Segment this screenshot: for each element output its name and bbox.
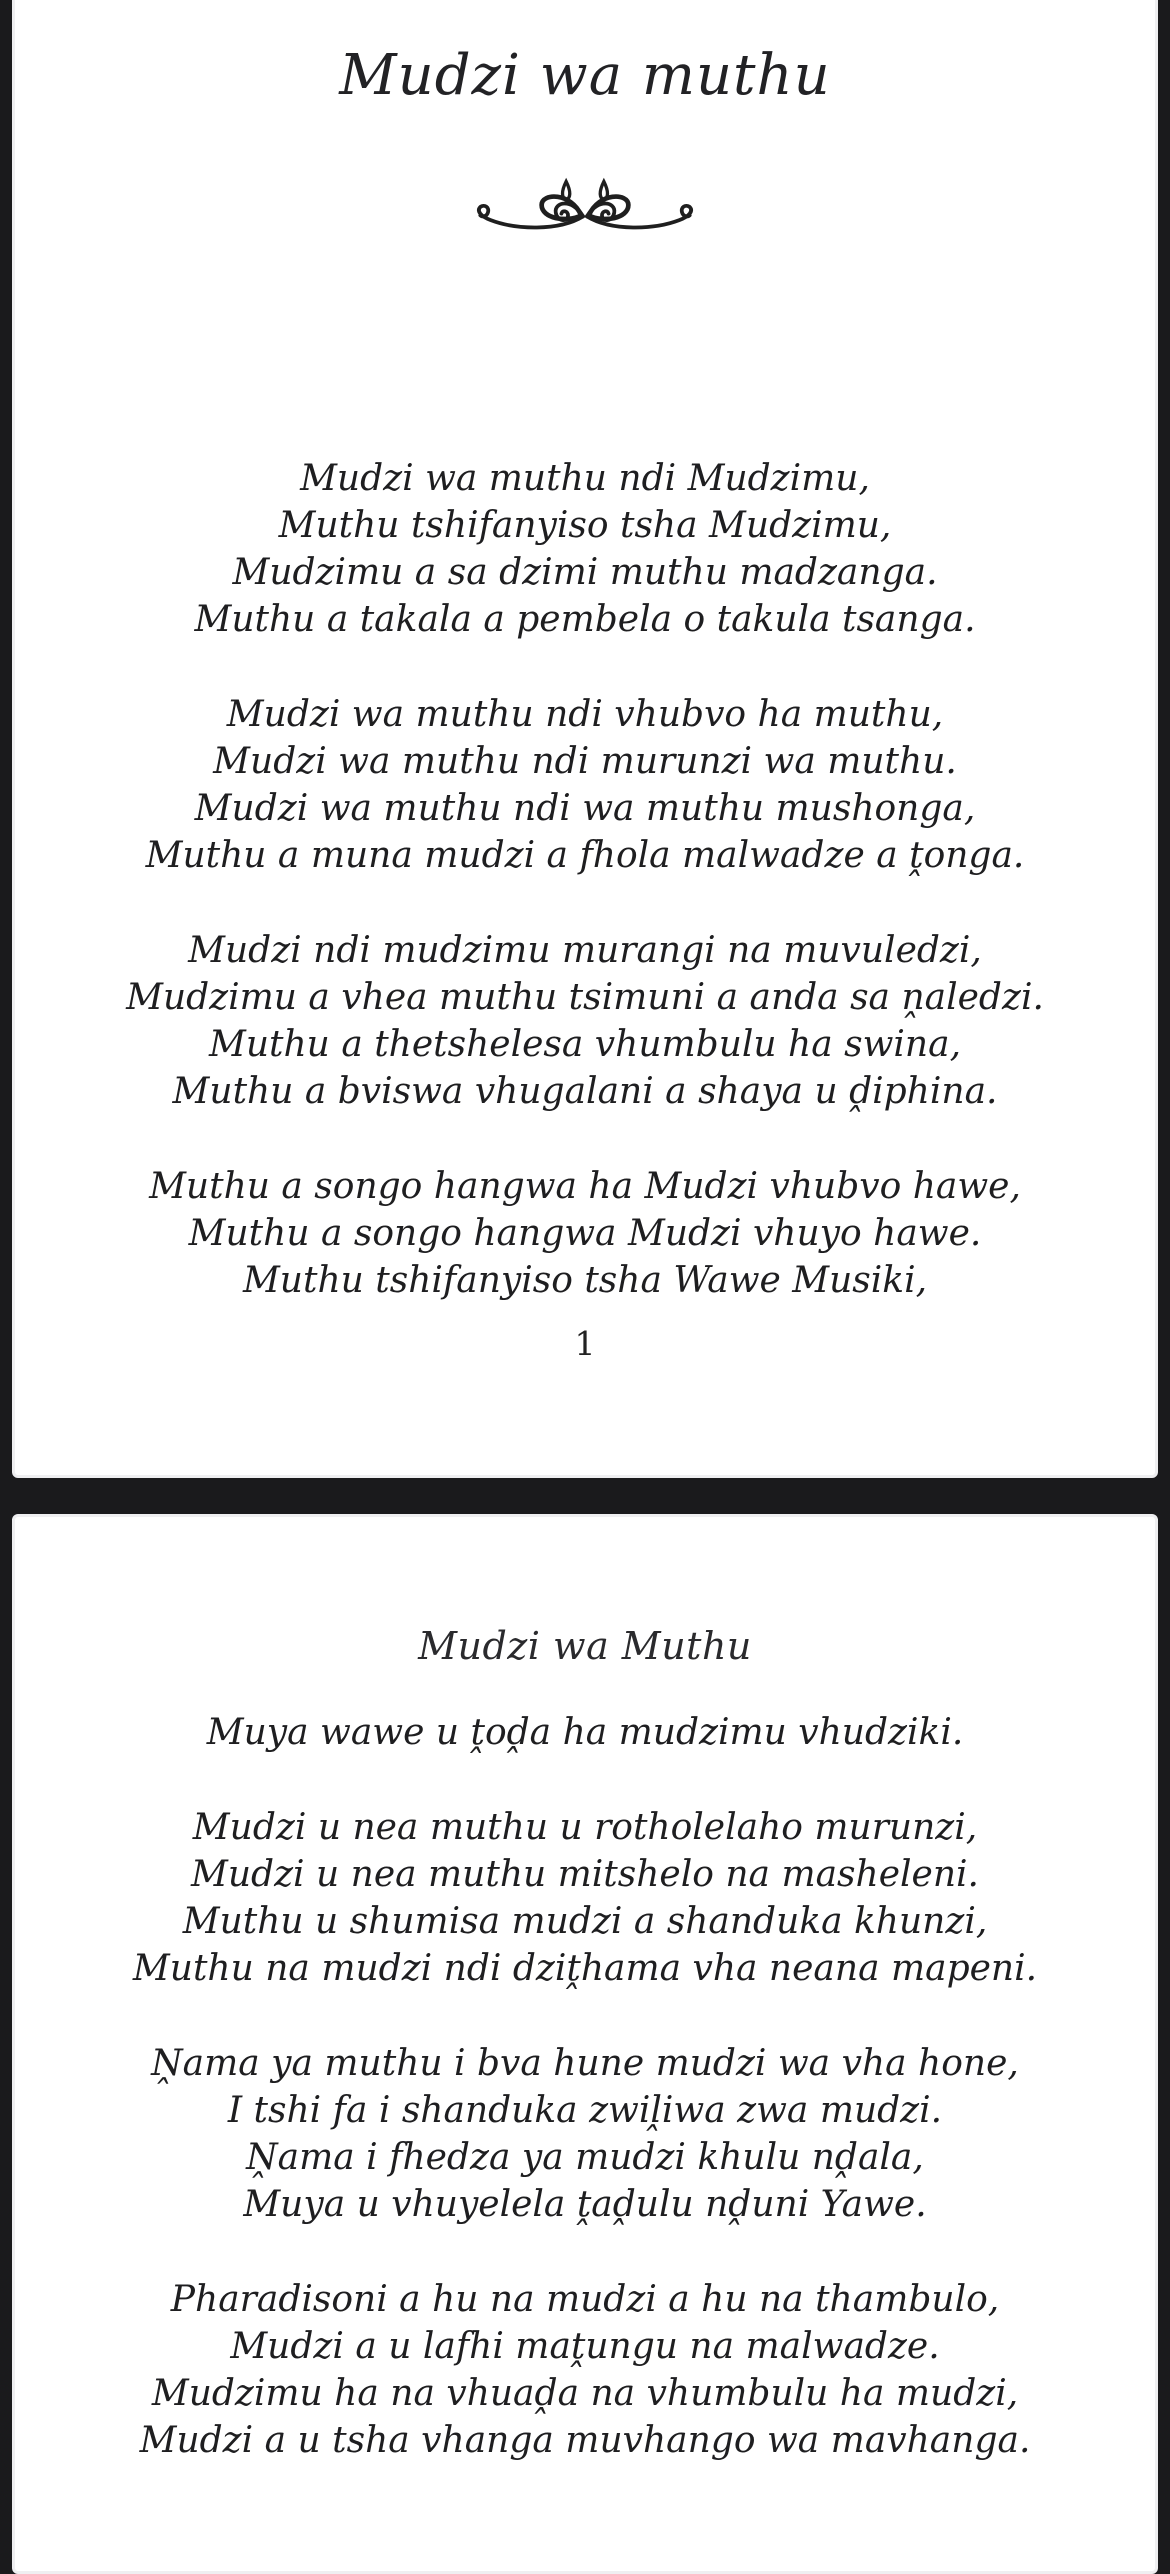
poem-body-page-1 bbox=[15, 455, 1155, 1304]
poem-line: I tshi fa i shanduka zwiḽiwa zwa mudzi. bbox=[227, 2090, 943, 2131]
poem-stanza bbox=[15, 2040, 1155, 2228]
poem-line: Mudzi wa muthu ndi vhubvo ha muthu, bbox=[226, 694, 944, 735]
poem-line: Mudzi a u tsha vhanga muvhango wa mavhanga. bbox=[139, 2420, 1031, 2461]
poem-line: Muthu u shumisa mudzi a shanduka khunzi, bbox=[182, 1901, 988, 1942]
poem-stanza bbox=[15, 455, 1155, 643]
poem-stanza bbox=[15, 2276, 1155, 2464]
running-header: Mudzi wa Muthu bbox=[418, 1624, 752, 1668]
poem-body-page-2 bbox=[15, 1709, 1155, 2464]
poem-line: Ṋama i fhedza ya mudzi khulu nḓala, bbox=[246, 2137, 924, 2178]
poem-line: Muthu a songo hangwa ha Mudzi vhubvo hawe, bbox=[149, 1166, 1021, 1207]
poem-line: Muthu a muna mudzi a fhola malwadze a ṱonga. bbox=[145, 835, 1025, 876]
poem-line: Muthu a songo hangwa Mudzi vhuyo hawe. bbox=[188, 1213, 982, 1254]
poem-line: Muya u vhuyelela ṱaḓulu nḓuni Yawe. bbox=[243, 2184, 927, 2225]
poem-line: Muya wawe u ṱoḓa ha mudzimu vhudziki. bbox=[206, 1712, 964, 1753]
poem-line: Mudzi wa muthu ndi Mudzimu, bbox=[300, 458, 870, 499]
swirl-flourish-ornament bbox=[469, 173, 701, 239]
poem-line: Muthu tshifanyiso tsha Mudzimu, bbox=[278, 505, 892, 546]
poem-line: Muthu a thetshelesa vhumbulu ha swina, bbox=[208, 1024, 962, 1065]
poem-line: Mudzi u nea muthu u rotholelaho murunzi, bbox=[192, 1807, 978, 1848]
poem-line: Mudzi wa muthu ndi wa muthu mushonga, bbox=[194, 788, 976, 829]
poem-line: Mudzi ndi mudzimu murangi na muvuledzi, bbox=[188, 930, 982, 971]
poem-stanza bbox=[15, 927, 1155, 1115]
book-page-1[interactable] bbox=[12, 0, 1158, 1478]
ornament-container bbox=[15, 173, 1155, 243]
poem-line: Muthu tshifanyiso tsha Wawe Musiki, bbox=[242, 1260, 928, 1301]
book-page-2[interactable] bbox=[12, 1514, 1158, 2574]
page-number: 1 bbox=[574, 1324, 596, 1363]
poem-stanza bbox=[15, 691, 1155, 879]
poem-line: Muthu na mudzi ndi dziṱhama vha neana mapeni. bbox=[132, 1948, 1038, 1989]
poem-line: Mudzimu a sa dzimi muthu madzanga. bbox=[232, 552, 938, 593]
poem-line: Mudzimu a vhea muthu tsimuni a anda sa ṋaledzi. bbox=[126, 977, 1044, 1018]
poem-line: Ṋama ya muthu i bva hune mudzi wa vha hone, bbox=[151, 2043, 1019, 2084]
poem-line: Muthu a takala a pembela o takula tsanga. bbox=[194, 599, 976, 640]
poem-stanza bbox=[15, 1163, 1155, 1304]
poem-line: Mudzi wa muthu ndi murunzi wa muthu. bbox=[213, 741, 957, 782]
poem-line: Mudzi u nea muthu mitshelo na masheleni. bbox=[191, 1854, 979, 1895]
poem-stanza bbox=[15, 1804, 1155, 1992]
poem-line: Muthu a bviswa vhugalani a shaya u ḓiphina. bbox=[172, 1071, 998, 1112]
poem-stanza bbox=[15, 1709, 1155, 1756]
poem-line: Pharadisoni a hu na mudzi a hu na thambulo, bbox=[170, 2279, 1000, 2320]
poem-title: Mudzi wa muthu bbox=[339, 43, 831, 108]
poem-line: Mudzi a u lafhi maṱungu na malwadze. bbox=[230, 2326, 940, 2367]
poem-line: Mudzimu ha na vhuaḓa na vhumbulu ha mudzi, bbox=[151, 2373, 1019, 2414]
